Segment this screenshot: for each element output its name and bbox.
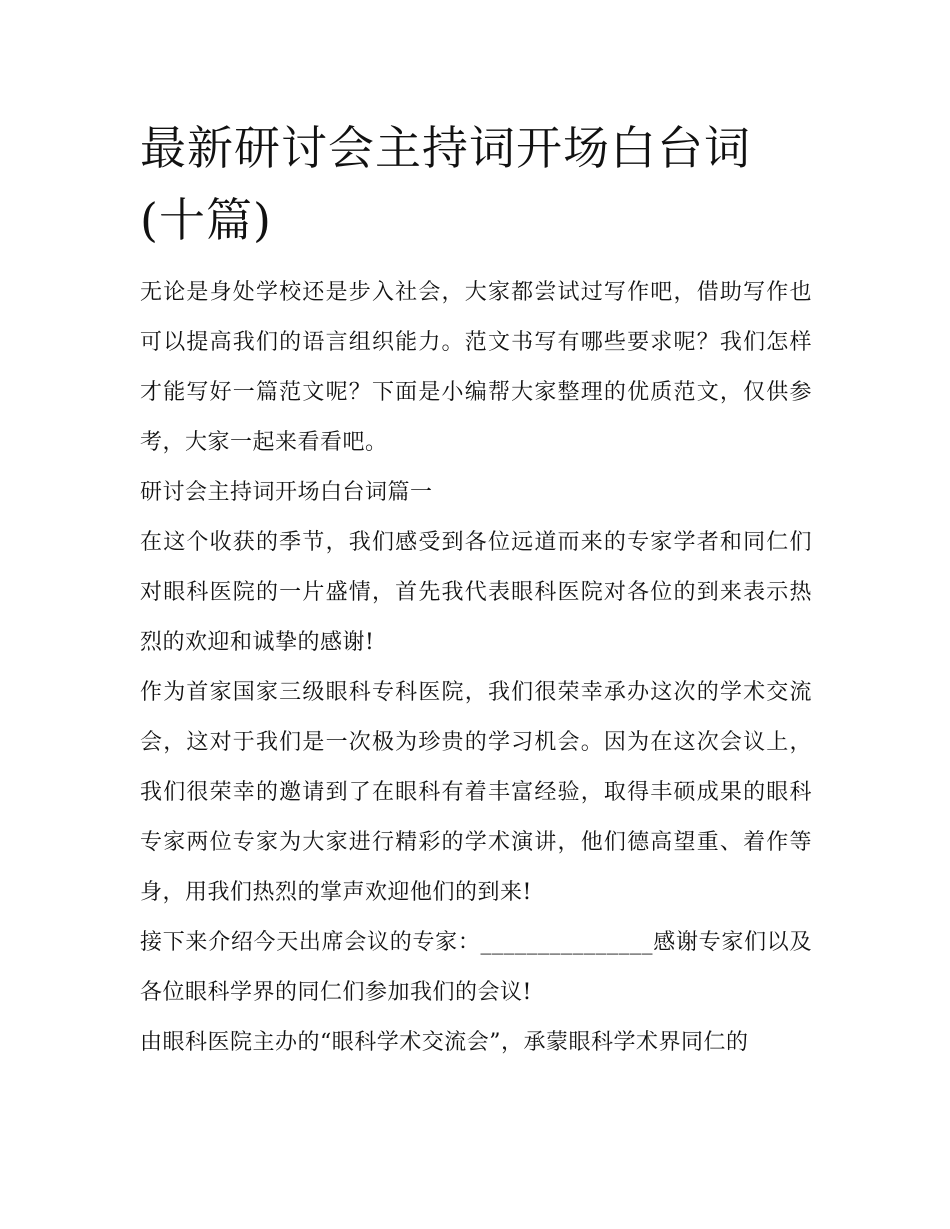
document-page — [140, 112, 812, 1068]
document-title: 最新研讨会主持词开场白台词(十篇) — [140, 121, 751, 247]
intro-paragraph: 无论是身处学校还是步入社会，大家都尝试过写作吧，借助写作也可以提高我们的语言组织能力。范文书写有哪些要求呢？我们怎样才能写好一篇范文呢？下面是小编帮大家整理的优质范文，仅供参考，大家一起来看看吧。 — [140, 280, 812, 455]
section-heading: 研讨会主持词开场白台词篇一 — [140, 480, 433, 505]
body-paragraph-1: 在这个收获的季节，我们感受到各位远道而来的专家学者和同仁们对眼科医院的一片盛情，首先我代表眼科医院对各位的到来表示热烈的欢迎和诚挚的感谢! — [140, 530, 812, 655]
body-paragraph-3: 接下来介绍今天出席会议的专家：_______________感谢专家们以及各位眼科学界的同仁们参加我们的会议! — [140, 930, 812, 1005]
body-paragraph-2: 作为首家国家三级眼科专科医院，我们很荣幸承办这次的学术交流会，这对于我们是一次极为珍贵的学习机会。因为在这次会议上，我们很荣幸的邀请到了在眼科有着丰富经验，取得丰硕成果的眼科专家两位专家为大家进行精彩的学术演讲，他们德高望重、着作等身，用我们热烈的掌声欢迎他们的到来! — [140, 680, 812, 905]
body-paragraph-4: 由眼科医院主办的“眼科学术交流会”，承蒙眼科学术界同仁的 — [140, 1030, 749, 1055]
